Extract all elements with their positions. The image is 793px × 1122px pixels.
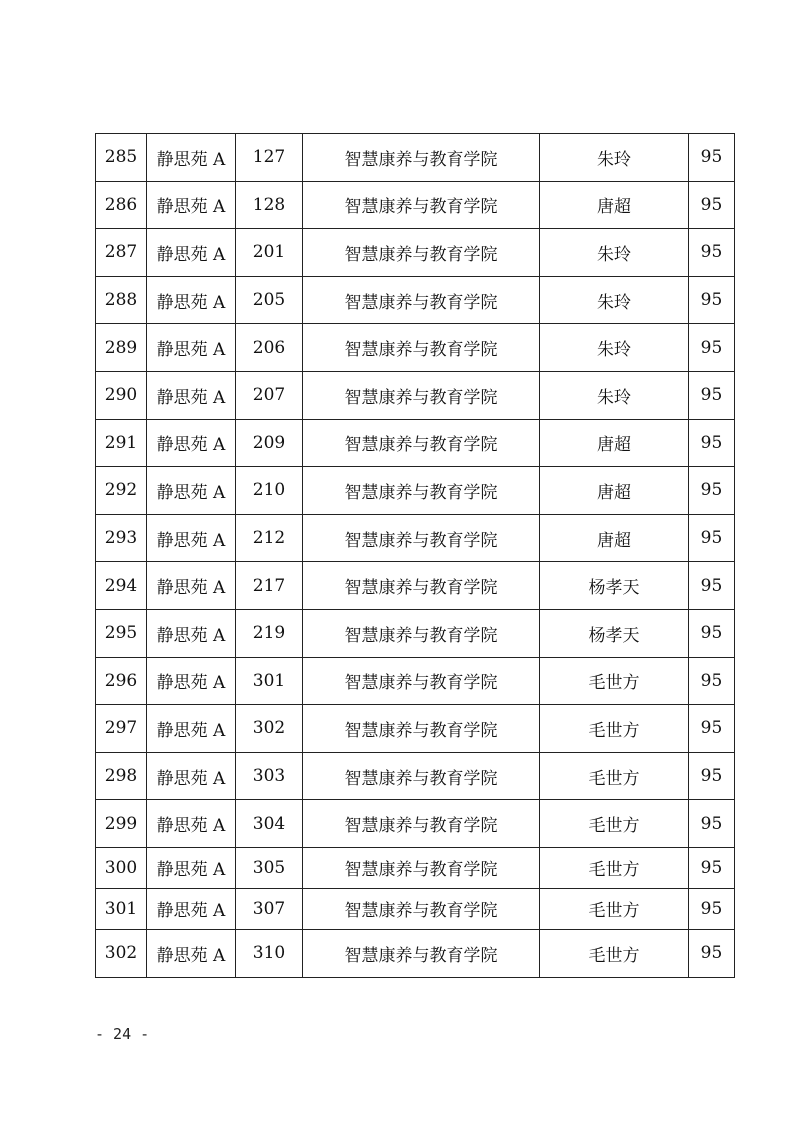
row-number-cell: 301 xyxy=(96,888,147,929)
row-number-cell: 293 xyxy=(96,514,147,562)
row-number-cell: 285 xyxy=(96,134,147,182)
inspector-name-cell: 朱玲 xyxy=(540,276,689,324)
college-cell: 智慧康养与教育学院 xyxy=(303,324,540,372)
table-row xyxy=(96,562,735,610)
score-cell: 95 xyxy=(689,609,735,657)
inspector-name-cell: 唐超 xyxy=(540,181,689,229)
college-cell: 智慧康养与教育学院 xyxy=(303,276,540,324)
college-cell: 智慧康养与教育学院 xyxy=(303,888,540,929)
row-number-cell: 297 xyxy=(96,705,147,753)
room-number-cell: 301 xyxy=(236,657,303,705)
college-cell: 智慧康养与教育学院 xyxy=(303,467,540,515)
row-number-cell: 299 xyxy=(96,800,147,848)
room-number-cell: 207 xyxy=(236,371,303,419)
college-cell: 智慧康养与教育学院 xyxy=(303,929,540,977)
row-number-cell: 288 xyxy=(96,276,147,324)
room-number-cell: 128 xyxy=(236,181,303,229)
room-number-cell: 310 xyxy=(236,929,303,977)
inspector-name-cell: 毛世方 xyxy=(540,800,689,848)
row-number-cell: 298 xyxy=(96,752,147,800)
score-cell: 95 xyxy=(689,419,735,467)
score-cell: 95 xyxy=(689,134,735,182)
inspector-name-cell: 毛世方 xyxy=(540,752,689,800)
row-number-cell: 296 xyxy=(96,657,147,705)
inspector-name-cell: 朱玲 xyxy=(540,134,689,182)
inspector-name-cell: 朱玲 xyxy=(540,229,689,277)
college-cell: 智慧康养与教育学院 xyxy=(303,752,540,800)
college-cell: 智慧康养与教育学院 xyxy=(303,657,540,705)
building-cell: 静思苑 A xyxy=(147,514,236,562)
table-row xyxy=(96,276,735,324)
building-cell: 静思苑 A xyxy=(147,467,236,515)
room-number-cell: 302 xyxy=(236,705,303,753)
table-row xyxy=(96,847,735,888)
building-cell: 静思苑 A xyxy=(147,752,236,800)
table-row xyxy=(96,324,735,372)
table-row xyxy=(96,657,735,705)
building-cell: 静思苑 A xyxy=(147,888,236,929)
inspector-name-cell: 杨孝天 xyxy=(540,609,689,657)
college-cell: 智慧康养与教育学院 xyxy=(303,371,540,419)
inspector-name-cell: 唐超 xyxy=(540,419,689,467)
building-cell: 静思苑 A xyxy=(147,276,236,324)
room-number-cell: 304 xyxy=(236,800,303,848)
building-cell: 静思苑 A xyxy=(147,705,236,753)
table-row xyxy=(96,419,735,467)
row-number-cell: 300 xyxy=(96,847,147,888)
college-cell: 智慧康养与教育学院 xyxy=(303,609,540,657)
room-number-cell: 201 xyxy=(236,229,303,277)
table-row xyxy=(96,467,735,515)
inspector-name-cell: 毛世方 xyxy=(540,929,689,977)
room-number-cell: 209 xyxy=(236,419,303,467)
row-number-cell: 287 xyxy=(96,229,147,277)
score-cell: 95 xyxy=(689,467,735,515)
building-cell: 静思苑 A xyxy=(147,371,236,419)
room-number-cell: 205 xyxy=(236,276,303,324)
college-cell: 智慧康养与教育学院 xyxy=(303,134,540,182)
score-cell: 95 xyxy=(689,371,735,419)
college-cell: 智慧康养与教育学院 xyxy=(303,800,540,848)
table-row xyxy=(96,181,735,229)
inspector-name-cell: 毛世方 xyxy=(540,657,689,705)
room-number-cell: 307 xyxy=(236,888,303,929)
page-number: - 24 - xyxy=(95,1025,150,1043)
college-cell: 智慧康养与教育学院 xyxy=(303,562,540,610)
table-row xyxy=(96,229,735,277)
building-cell: 静思苑 A xyxy=(147,229,236,277)
building-cell: 静思苑 A xyxy=(147,562,236,610)
score-cell: 95 xyxy=(689,752,735,800)
row-number-cell: 294 xyxy=(96,562,147,610)
table-row xyxy=(96,752,735,800)
inspector-name-cell: 杨孝天 xyxy=(540,562,689,610)
score-cell: 95 xyxy=(689,705,735,753)
table-row xyxy=(96,800,735,848)
table-row xyxy=(96,888,735,929)
score-cell: 95 xyxy=(689,888,735,929)
row-number-cell: 286 xyxy=(96,181,147,229)
dormitory-score-table xyxy=(95,133,735,978)
room-number-cell: 219 xyxy=(236,609,303,657)
building-cell: 静思苑 A xyxy=(147,929,236,977)
table-row xyxy=(96,514,735,562)
room-number-cell: 217 xyxy=(236,562,303,610)
score-cell: 95 xyxy=(689,514,735,562)
table-row xyxy=(96,371,735,419)
table-row xyxy=(96,705,735,753)
college-cell: 智慧康养与教育学院 xyxy=(303,419,540,467)
college-cell: 智慧康养与教育学院 xyxy=(303,705,540,753)
room-number-cell: 210 xyxy=(236,467,303,515)
college-cell: 智慧康养与教育学院 xyxy=(303,847,540,888)
score-cell: 95 xyxy=(689,562,735,610)
score-cell: 95 xyxy=(689,229,735,277)
building-cell: 静思苑 A xyxy=(147,324,236,372)
score-cell: 95 xyxy=(689,324,735,372)
building-cell: 静思苑 A xyxy=(147,657,236,705)
inspector-name-cell: 唐超 xyxy=(540,514,689,562)
inspector-name-cell: 朱玲 xyxy=(540,324,689,372)
room-number-cell: 305 xyxy=(236,847,303,888)
building-cell: 静思苑 A xyxy=(147,800,236,848)
inspector-name-cell: 朱玲 xyxy=(540,371,689,419)
table-row xyxy=(96,609,735,657)
row-number-cell: 290 xyxy=(96,371,147,419)
building-cell: 静思苑 A xyxy=(147,847,236,888)
room-number-cell: 206 xyxy=(236,324,303,372)
inspector-name-cell: 毛世方 xyxy=(540,705,689,753)
table-row xyxy=(96,134,735,182)
inspector-name-cell: 毛世方 xyxy=(540,888,689,929)
building-cell: 静思苑 A xyxy=(147,181,236,229)
score-cell: 95 xyxy=(689,181,735,229)
row-number-cell: 291 xyxy=(96,419,147,467)
college-cell: 智慧康养与教育学院 xyxy=(303,229,540,277)
row-number-cell: 302 xyxy=(96,929,147,977)
score-cell: 95 xyxy=(689,929,735,977)
row-number-cell: 295 xyxy=(96,609,147,657)
building-cell: 静思苑 A xyxy=(147,419,236,467)
row-number-cell: 289 xyxy=(96,324,147,372)
table-row xyxy=(96,929,735,977)
college-cell: 智慧康养与教育学院 xyxy=(303,181,540,229)
table-body xyxy=(96,134,735,978)
score-cell: 95 xyxy=(689,657,735,705)
score-cell: 95 xyxy=(689,800,735,848)
building-cell: 静思苑 A xyxy=(147,134,236,182)
college-cell: 智慧康养与教育学院 xyxy=(303,514,540,562)
building-cell: 静思苑 A xyxy=(147,609,236,657)
inspector-name-cell: 唐超 xyxy=(540,467,689,515)
inspector-name-cell: 毛世方 xyxy=(540,847,689,888)
room-number-cell: 212 xyxy=(236,514,303,562)
score-cell: 95 xyxy=(689,847,735,888)
room-number-cell: 303 xyxy=(236,752,303,800)
room-number-cell: 127 xyxy=(236,134,303,182)
row-number-cell: 292 xyxy=(96,467,147,515)
score-cell: 95 xyxy=(689,276,735,324)
